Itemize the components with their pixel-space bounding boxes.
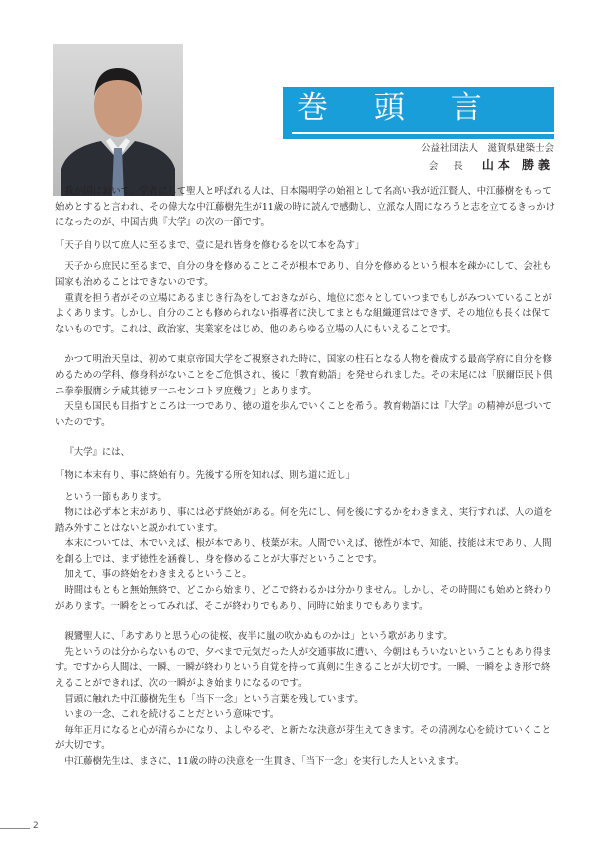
paragraph: 先というのは分からないもので、夕べまで元気だった人が交通事故に遭い、今朝はもういないということもあり得ます。ですから人間は、一瞬、一瞬が終わりという自覚を持って真剣に生きることが大切です。一瞬、一瞬をよき形で終えることができれば、次の一瞬がよき始まりになるのです。 xyxy=(55,646,552,690)
paragraph: 天子から庶民に至るまで、自分の身を修めることこそが根本であり、自分を修めるという根本を疎かにして、会社も国家も治めることはできないのです。 xyxy=(55,261,552,288)
paragraph: いまの一念、これを続けることだという意味です。 xyxy=(64,709,280,721)
quote: 「天子自り以て庶人に至るまで、壹に是れ皆身を修むるを以て本を為す」 xyxy=(55,239,365,251)
page-number: 2 xyxy=(33,821,39,831)
paragraph: 我が国において、学者にして聖人と呼ばれる人は、日本陽明学の始祖として名高い我が近江賢人、中江藤樹をもって始めとすると言われ、その偉大な中江藤樹先生が11歳の時に読んで感動し、立派な人間になろうと志を立てるきっかけになったのが、中国古典『大学』の次の一節です。 xyxy=(55,186,555,229)
paragraph: 物には必ず本と末があり、事には必ず終始がある。何を先にし、何を後にするかをわきまえ、実行すれば、人の道を踏み外すことはないと説かれています。 xyxy=(55,507,553,534)
paragraph: 冒頭に触れた中江藤樹先生も「当下一念」という言葉を残しています。 xyxy=(64,693,364,705)
page-title: 巻 頭 言 xyxy=(297,90,500,126)
quote: 「物に本末有り、事に終始有り。先後する所を知れば、則ち道に近し」 xyxy=(55,469,356,481)
author-organization: 公益社団法人 滋賀県建築士会 xyxy=(420,143,554,154)
author-block xyxy=(421,140,554,175)
author-portrait xyxy=(53,44,183,196)
author-name: 山本 勝義 xyxy=(481,158,554,172)
paragraph: かつて明治天皇は、初めて東京帝国大学をご視察された時に、国家の柱石となる人物を養成する最高学府に自分を修めるための学科、修身科がないことをご危惧され、後に「教育勅語」を発せられました。その末尾には「朕爾臣民ト倶ニ拳拳服膺シテ咸其徳ヲ一ニセンコトヲ庶幾フ」とあります。 xyxy=(55,354,553,397)
paragraph: 天皇も国民も目指すところは一つであり、徳の道を歩んでいくことを希う。教育勅語には『大学』の精神が息づいていたのです。 xyxy=(55,401,552,428)
paragraph: 親鸞聖人に、「あすありと思う心の徒桜、夜半に嵐の吹かぬものかは」という歌があります。 xyxy=(64,631,453,643)
page-number-rule xyxy=(0,828,30,829)
article-body xyxy=(55,184,555,770)
paragraph: 重責を担う者がその立場にあるまじき行為をしておきながら、地位に恋々としていつまでもしがみついていることがよくあります。しかし、自分のことも修められない指導者に決してまともな組織運営はできず、その地位も長くは保てないものです。これは、政治家、実業家をはじめ、他のあらゆる立場の人にもいえることです。 xyxy=(55,292,552,335)
paragraph: 『大学』には、 xyxy=(64,447,131,459)
paragraph: 毎年正月になると心が清らかになり、よしやるぞ、と新たな決意が芽生えてきます。その清冽な心を続けていくことが大切です。 xyxy=(55,724,551,752)
paragraph: 本末については、木でいえば、根が本であり、枝葉が末。人間でいえば、徳性が本で、知能、技能は末であり、人間を創る上では、まず徳性を涵養し、身を修めることが大事だということです。 xyxy=(55,538,552,565)
paragraph: 中江藤樹先生は、まさに、11歳の時の決意を一生貫き、「当下一念」を実行した人といえます。 xyxy=(64,756,465,767)
author-role: 会 長 xyxy=(428,161,469,172)
paragraph: 加えて、事の終始をわきまえるということ。 xyxy=(64,569,252,581)
paragraph: 時間はもともと無始無終で、どこから始まり、どこで終わるかは分かりません。しかし、その時間にも始めと終わりがあります。一瞬をとってみれば、そこが終わりでもあり、同時に始まりでもあります。 xyxy=(55,585,553,612)
title-underline xyxy=(292,132,554,134)
paragraph: という一節もあります。 xyxy=(64,491,167,503)
